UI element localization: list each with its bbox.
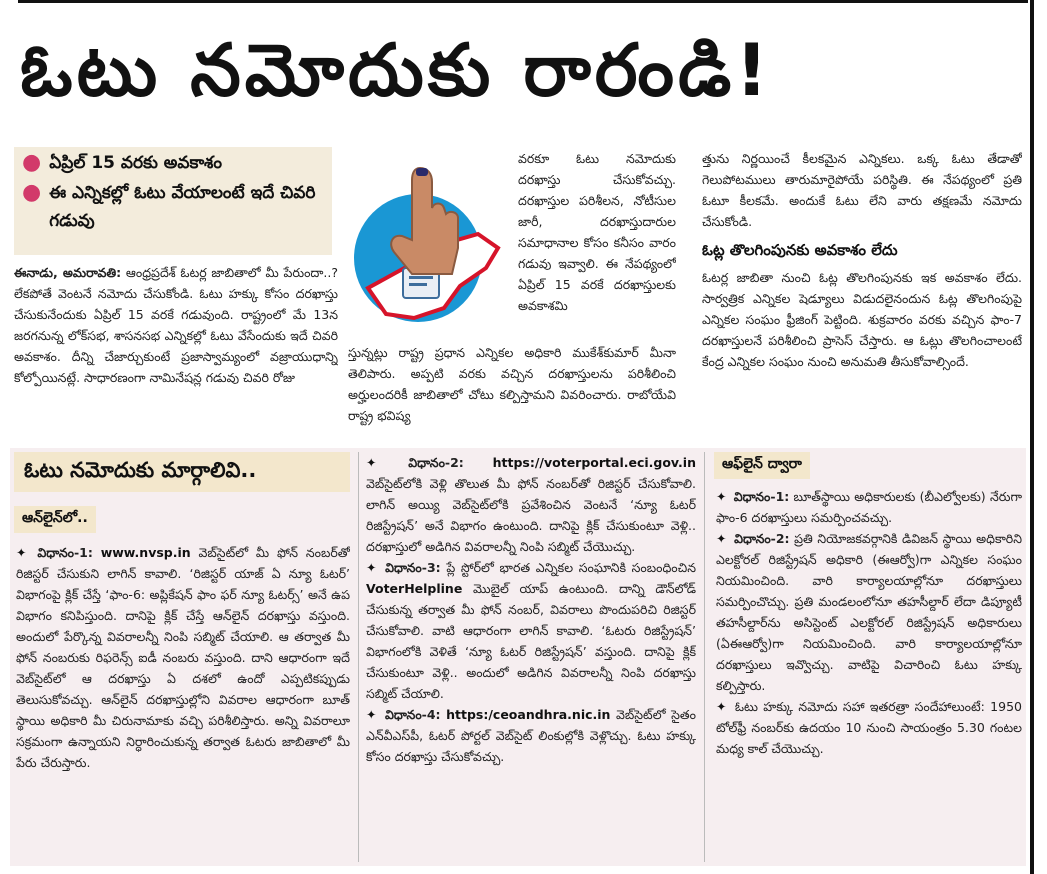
diamond-icon: ✦ <box>716 699 727 714</box>
top-rule <box>18 0 1028 3</box>
diamond-icon: ✦ <box>366 455 377 470</box>
middle-column-wide <box>348 342 676 442</box>
highlight-item: ● ఏప్రిల్ 15 వరకు అవకాశం <box>22 150 222 175</box>
section-title: ఓటు నమోదుకు మార్గాలివి.. <box>14 452 350 492</box>
diamond-icon: ✦ <box>716 489 727 504</box>
online-label-wrap <box>14 506 96 533</box>
headline: ఓటు నమోదుకు రారండి! <box>20 28 773 112</box>
bullet-dot-icon: ● <box>22 180 42 205</box>
diamond-icon: ✦ <box>366 707 377 722</box>
diamond-icon: ✦ <box>16 545 27 560</box>
highlights-box <box>14 147 332 255</box>
voting-hand-illustration <box>348 148 510 338</box>
helpline-text: ఓటు హక్కు నమోదు సహా ఇతరత్రా సందేహాలుంటే: 1950 టోల్‌ఫ్రీ నంబర్‌కు ఉదయం 10 నుంచి సాయంత్రం 5.30 గంటల మధ్య కాల్ చేయొచ్చు. <box>716 699 1022 756</box>
online-methods-2-4: ✦ విధానం-2: https://voterportal.eci.gov.in వెబ్‌సైట్‌లోకి వెళ్లి తొలుత మీ ఫోన్ నంబర్‌తో రిజిస్టర్ చేసుకోవాలి. లాగిన్ అయ్యి వెబ్‌సైట్‌లోకి ప్రవేశించిన వెంటనే ‘న్యూ ఓటర్ రిజిస్ట్రేషన్’ అనే విభాగం ఉంటుంది. దానిపై క్లిక్ చేసుకుంటూ వెళ్లి.. దరఖాస్తులో అడిగిన వివరాలన్నీ నింపి సబ్మిట్ చేయొచ్చు. ✦ విధానం-3: ప్లే స్టోర్‌లో భారత ఎన్నికల సంఘానికి సంబంధించిన VoterHelpline మొబైల్ యాప్ ఉంటుంది. దాన్ని డౌన్‌లోడ్ చేసుకున్న తర్వాత మీ ఫోన్ నంబర్, వివరాలు పొందుపరిచి రిజిస్టర్ చేసుకోవాలి. వాటి ఆధారంగా లాగిన్ కావాలి. ‘ఓటరు రిజిస్ట్రేషన్’ విభాగంలోకి వెళితే ‘న్యూ ఓటర్ రిజిస్ట్రేషన్’ వస్తుంది. దానిపై క్లిక్ చేసుకుంటూ వెళ్లి.. అందులో అడిగిన వివరాలన్నీ నింపి దరఖాస్తు సబ్మిట్ చేయాలి. ✦ విధానం-4: https:/ceoandhra.nic.in వెబ్‌సైట్‌లో సైతం ఎన్‌వీఎస్‌పీ, ఓటర్ పోర్టల్ వెబ్‌సైట్ లింకుల్లోకి వెళ్లొచ్చు. ఓటు హక్కు కోసం దరఖాస్తు చేసుకోవచ్చు. <box>366 455 696 764</box>
intro-text: ఆంధ్రప్రదేశ్ ఓటర్ల జాబితాలో మీ పేరుందా..? లేకపోతే వెంటనే నమోదు చేసుకోండి. ఓటు హక్కు కోసం దరఖాస్తు చేసుకునేందుకు ఏప్రిల్ 15 వరకే గడువుంది. రాష్ట్రంలో మే 13న జరగనున్న లోక్‌సభ, శాసనసభ ఎన్నికల్లో ఓటు వేసేందుకు ఇదే చివరి అవకాశం. దీన్ని చేజార్చుకుంటే ప్రజాస్వామ్యంలో వజ్రాయుధాన్ని కోల్పోయినట్లే. సాధారణంగా నామినేషన్ల గడువు చివరి రోజు <box>14 265 338 385</box>
column-divider <box>704 452 705 862</box>
offline-label-wrap <box>714 452 810 479</box>
voterportal-link[interactable]: https://voterportal.eci.gov.in <box>492 455 696 470</box>
offline-methods: ✦ విధానం-1: బూత్‌స్థాయి అధికారులకు (బీఎల్వోలకు) నేరుగా ఫాం-6 దరఖాస్తులు సమర్పించవచ్చు. ✦ విధానం-2: ప్రతి నియోజకవర్గానికి డివిజన్ స్థాయి అధికారిని ఎలక్టోరల్ రిజిస్ట్రేషన్ అధికారి (ఈఆర్వో)గా ఎన్నికల సంఘం నియమించింది. వారి కార్యాలయాల్లోనూ దరఖాస్తులు సమర్పించొచ్చు. ప్రతి మండలంలోనూ తహసీల్దార్ లేదా డిప్యూటీ తహసీల్దార్‌ను అసిస్టెంట్ ఎలక్టోరల్ రిజిస్ట్రేషన్ అధికారులు (ఏఈఆర్వో)గా నియమించింది. వారి కార్యాలయాల్లోనూ దరఖాస్తులు ఇవ్వొచ్చు. వాటిపై విచారించి ఓటు హక్కు కల్పిస్తారు. ✦ ఓటు హక్కు నమోదు సహా ఇతరత్రా సందేహాలుంటే: 1950 టోల్‌ఫ్రీ నంబర్‌కు ఉదయం 10 నుంచి సాయంత్రం 5.30 గంటల మధ్య కాల్ చేయొచ్చు. <box>716 489 1022 756</box>
online-method-1: ✦ విధానం-1: www.nvsp.in వెబ్‌సైట్‌లో మీ ఫోన్ నంబర్‌తో రిజిస్టర్ చేసుకుని లాగిన్ కావాలి. ‘రిజిస్టర్ యాజ్ ఏ న్యూ ఓటర్’ విభాగంపై క్లిక్ చేస్తే ‘ఫాం-6: అప్లికేషన్ ఫాం ఫర్ న్యూ ఓటర్స్’ అనే ఉప విభాగం కనిపిస్తుంది. దానిపై క్లిక్ చేస్తే ఆన్‌లైన్ దరఖాస్తు వస్తుంది. అందులో పేర్కొన్న వివరాలన్నీ నింపి సబ్మిట్ చేయాలి. ఆ తర్వాత మీ ఫోన్ నంబరుకు రిఫరెన్స్ ఐడీ నంబరు వస్తుంది. దాని ఆధారంగా ఇదే వెబ్‌సైట్‌లో ఆ దరఖాస్తు ఏ దశలో ఉందో ఎప్పటికప్పుడు తెలుసుకోవచ్చు. ఆన్‌లైన్ దరఖాస్తుల్లోని వివరాల ఆధారంగా బూత్ స్థాయి అధికారి మీ చిరునామాకు వచ్చి పరిశీలిస్తారు. అన్ని వివరాలూ సక్రమంగా ఉన్నాయని నిర్ధారించుకున్న తర్వాత ఓటరు జాబితాలో మీ పేరు చేరుస్తారు. <box>16 545 350 770</box>
ceoandhra-link[interactable]: https:/ceoandhra.nic.in <box>446 707 611 722</box>
right-text-2: ఓటర్ల జాబితా నుంచి ఓట్ల తొలగింపునకు ఇక అవకాశం లేదు. సార్వత్రిక ఎన్నికల షెడ్యూలు విడుదలైనందున ఓట్ల తొలగింపుపై ఎన్నికల సంఘం ఫ్రీజింగ్ పెట్టింది. శుక్రవారం వరకు వచ్చిన ఫాం-7 దరఖాస్తులనే పరిశీలించి ప్రాసెస్ చేస్తారు. ఆ ఓట్లు తొలగించాలంటే కేంద్ర ఎన్నికల సంఘం నుంచి అనుమతి తీసుకోవాల్సిందే. <box>702 270 1022 369</box>
ink-mark-icon <box>416 168 428 176</box>
right-subhead: ఓట్ల తొలగింపునకు అవకాశం లేదు <box>702 241 898 259</box>
middle-text-narrow: వరకూ ఓటు నమోదుకు దరఖాస్తు చేసుకోవచ్చు. దరఖాస్తుల పరిశీలన, నోటీసుల జారీ, దరఖాస్తుదారుల సమాధానాల కోసం కనీసం వారం గడువు ఇవ్వాలి. ఈ నేపథ్యంలో ఏప్రిల్ 15 వరకే దరఖాస్తులకు అవకాశమి <box>518 151 676 313</box>
middle-text-wide: స్తున్నట్లు రాష్ట్ర ప్రధాన ఎన్నికల అధికారి ముకేశ్‌కుమార్ మీనా తెలిపారు. అప్పటి వరకు వచ్చిన దరఖాస్తులను పరిశీలించి అర్హులందరికీ జాబితాలో చోటు కల్పిస్తామని వివరించారు. రాబోయేవి రాష్ట్ర భవిష్య <box>348 345 676 423</box>
right-border <box>1030 0 1034 874</box>
diamond-icon: ✦ <box>716 531 727 546</box>
right-column <box>702 148 1022 440</box>
middle-column-narrow <box>518 148 676 348</box>
bullet-dot-icon: ● <box>22 150 42 175</box>
voterhelpline-app: VoterHelpline <box>366 581 463 596</box>
intro-column <box>14 262 338 442</box>
diamond-icon: ✦ <box>366 560 377 575</box>
online-label: ఆన్‌లైన్‌లో.. <box>14 506 96 533</box>
highlight-item: ● ఈ ఎన్నికల్లో ఓటు వేయాలంటే ఇదే చివరి గడువు <box>22 180 316 231</box>
column-divider <box>358 452 359 862</box>
nvsp-link[interactable]: www.nvsp.in <box>100 545 191 560</box>
offline-label: ఆఫ్‌లైన్ ద్వారా <box>714 452 810 479</box>
dateline: ఈనాడు, అమరావతి: <box>14 265 122 280</box>
right-text-1: త్తును నిర్ణయించే కీలకమైన ఎన్నికలు. ఒక్క ఓటు తేడాతో గెలుపోటములు తారుమారైపోయే పరిస్థితి. ఈ నేపథ్యంలో ప్రతి ఓటూ కీలకమే. అందుకే ఓటు లేని వారు తక్షణమే నమోదు చేసుకోండి. <box>702 151 1022 229</box>
